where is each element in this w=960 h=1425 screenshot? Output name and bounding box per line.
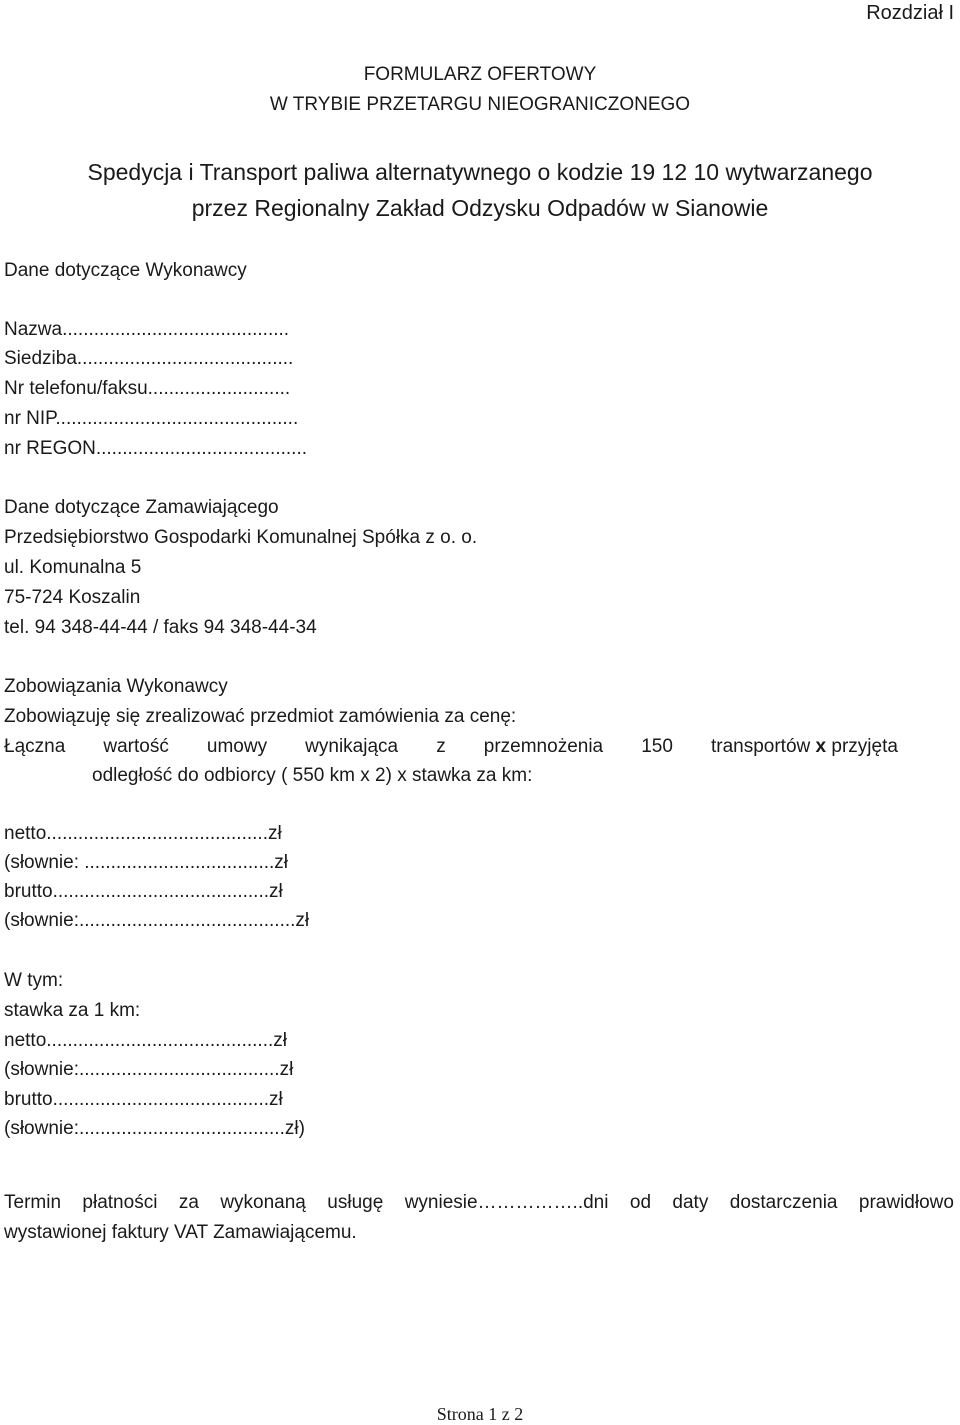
payment-word: wyniesie……………..dni [404,1192,609,1213]
price-netto-words: (słownie: ....................................zł [4,852,289,873]
rate-netto: netto...........................................zł [4,1030,287,1051]
payment-word: daty [672,1192,709,1213]
total-word: Łączna [4,736,66,757]
contractor-name-field: Nazwa........................................... [4,319,290,340]
price-brutto: brutto.........................................zł [4,881,283,902]
total-word: przemnożenia [483,736,604,757]
contractor-seat-field: Siedziba......................................... [4,348,294,369]
payment-word: od [629,1192,652,1213]
contractor-heading: Dane dotyczące Wykonawcy [4,260,247,281]
chapter-label: Rozdział I [866,2,954,24]
total-value-line [4,736,898,758]
total-word: 150 [641,736,673,757]
payment-term-line1 [4,1192,954,1214]
orderer-heading: Dane dotyczące Zamawiającego [4,497,279,518]
form-title-line2: W TRYBIE PRZETARGU NIEOGRANICZONEGO [269,94,691,115]
total-word: transportów [710,736,811,757]
orderer-phone: tel. 94 348-44-44 / faks 94 348-44-34 [4,617,317,638]
total-word: umowy [206,736,268,757]
payment-word: płatności [82,1192,158,1213]
subject-line1: Spedycja i Transport paliwa alternatywnego o kodzie 19 12 10 wytwarzanego [87,159,873,185]
obligations-heading: Zobowiązania Wykonawcy [4,676,228,697]
payment-word: za [178,1192,199,1213]
total-value-line2: odległość do odbiorcy ( 550 km x 2) x stawka za km: [92,765,533,786]
price-brutto-words: (słownie:.........................................zł [4,910,310,931]
total-word: wartość [103,736,169,757]
payment-word: wykonaną [220,1192,306,1213]
contractor-phone-field: Nr telefonu/faksu........................... [4,378,291,399]
payment-term-line2: wystawionej faktury VAT Zamawiającemu. [4,1222,357,1243]
obligations-commitment: Zobowiązuję się zrealizować przedmiot zamówienia za cenę: [4,706,517,727]
rate-brutto-words: (słownie:.......................................zł) [4,1118,305,1139]
multiply-sign: x [815,736,827,757]
rate-label: stawka za 1 km: [4,1000,141,1021]
contractor-nip-field: nr NIP.............................................. [4,408,299,429]
page-number: Strona 1 z 2 [436,1404,524,1424]
orderer-company: Przedsiębiorstwo Gospodarki Komunalnej Spółka z o. o. [4,527,478,548]
payment-word: prawidłowo [858,1192,954,1213]
total-word: przyjęta [831,736,898,757]
payment-word: dostarczenia [729,1192,838,1213]
payment-word: Termin [4,1192,62,1213]
price-netto: netto..........................................zł [4,823,282,844]
payment-word: usługę [327,1192,384,1213]
contractor-regon-field: nr REGON........................................ [4,438,307,459]
rate-heading: W tym: [4,970,64,991]
total-word: z [436,736,446,757]
orderer-street: ul. Komunalna 5 [4,557,142,578]
rate-brutto: brutto.........................................zł [4,1089,283,1110]
subject-line2: przez Regionalny Zakład Odzysku Odpadów w Sianowie [191,195,769,221]
total-word-transports [711,736,898,758]
rate-netto-words: (słownie:......................................zł [4,1059,294,1080]
orderer-city: 75-724 Koszalin [4,587,141,608]
form-title-line1: FORMULARZ OFERTOWY [363,64,597,85]
total-word: wynikająca [305,736,399,757]
